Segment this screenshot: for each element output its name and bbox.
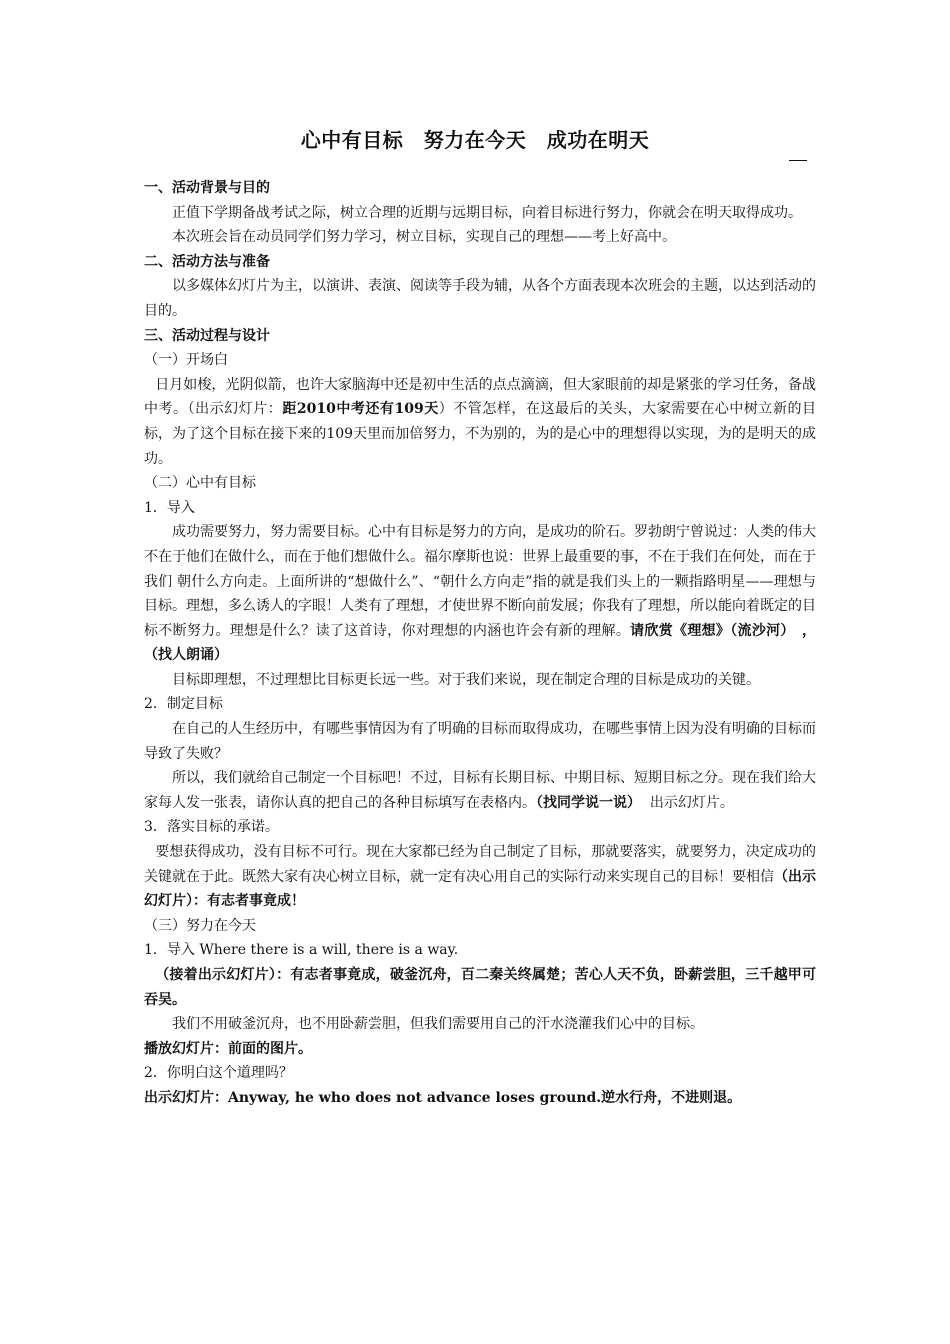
part-2-item-2-paragraph-1: 在自己的人生经历中，有哪些事情因为有了明确的目标而取得成功，在哪些事情上因为没有明确的目标而导致了失败？ <box>144 721 816 762</box>
part-2-item-1-text: 成功需要努力，努力需要目标。心中有目标是努力的方向，是成功的阶石。罗勃朗宁曾说过：人类的伟大不在于他们在做什么，而在于他们想做什么。福尔摩斯也说：世界上最重要的事，不在于我们在何处，而在于我们 朝什么方向走。上面所讲的“想做什么”、“朝什么方向走”指的就是我们头上的一颗指路明星——理想与目标。理想，多么诱人的字眼！人类有了理想，才使世界不断向前发展；你我有了理想，所以能向着既定的目标不断努力。理想是什么？读了这首诗，你对理想的内涵也许会有新的理解。 <box>144 524 816 639</box>
part-1-paragraph <box>144 373 816 471</box>
part-2-item-2-paragraph-2 <box>144 766 816 815</box>
part-2-item-2-tail: 出示幻灯片。 <box>649 794 734 811</box>
section-1-paragraph-1: 正值下学期备战考试之际，树立合理的近期与远期目标，向着目标进行努力，你就会在明天取得成功。 <box>172 204 802 221</box>
part-2-item-3-label: 3．落实目标的承诺。 <box>144 819 279 836</box>
section-3-heading: 三、活动过程与设计 <box>144 327 270 344</box>
part-1-text-b: ）不管怎样，在这最后的关头，大家需要在心中树立新的目标，为了这个目标在接下来的109天里而加倍努力，不为别的，为的是心中的理想得以实现，为的是明天的成功。 <box>144 401 817 467</box>
part-2-item-2-text: 所以，我们就给自己制定一个目标吧！不过，目标有长期目标、中期目标、短期目标之分。现在我们给大家每人发一张表，请你认真的把自己的各种目标填写在表格内。 <box>144 770 816 811</box>
document-body <box>144 176 816 1111</box>
part-2-item-3-bold: （出示幻灯片）：有志者事竟成！ <box>144 868 816 910</box>
part-2-item-3-paragraph <box>144 840 816 914</box>
part-1-countdown: 距2010中考还有109天 <box>282 401 439 418</box>
part-3-item-1-paragraph-3: 播放幻灯片：前面的图片。 <box>144 1040 312 1057</box>
part-3-item-2-label: 2．你明白这个道理吗？ <box>144 1065 293 1082</box>
section-1-heading: 一、活动背景与目的 <box>144 180 270 196</box>
part-3-item-1-paragraph-1: （接着出示幻灯片）：有志者事竟成，破釜沉舟，百二秦关终属楚；苦心人天不负，卧薪尝胆，三千越甲可吞吴。 <box>144 967 816 1008</box>
part-3-item-1-paragraph-2: 我们不用破釜沉舟，也不用卧薪尝胆，但我们需要用自己的汗水浇灌我们心中的目标。 <box>172 1016 704 1033</box>
part-2-item-1-bold: 请欣赏《理想》（流沙河） ，（找人朗诵） <box>144 622 817 664</box>
part-3-item-2-paragraph-1: 出示幻灯片：Anyway, he who does not advance loses ground.逆水行舟，不进则退。 <box>144 1089 742 1106</box>
section-1-paragraph-2: 本次班会旨在动员同学们努力学习，树立目标，实现自己的理想——考上好高中。 <box>172 229 676 246</box>
part-2-item-3-text: 要想获得成功，没有目标不可行。现在大家都已经为自己制定了目标，那就要落实，就要努力，决定成功的关键就在于此。既然大家有决心树立目标，就一定有决心用自己的实际行动来实现自己的目标！要相信 <box>144 844 816 885</box>
part-2-item-2-bold: （找同学说一说） <box>536 794 641 811</box>
header-rule <box>789 160 807 161</box>
part-2-item-1-label: 1．导入 <box>144 499 195 516</box>
section-2-paragraph-1: 以多媒体幻灯片为主，以演讲、表演、阅读等手段为辅，从各个方面表现本次班会的主题，以达到活动的目的。 <box>144 278 816 319</box>
part-3-item-1-label: 1．导入 Where there is a will, there is a way. <box>144 942 459 959</box>
part-1-label: （一）开场白 <box>144 352 228 369</box>
part-2-item-1-paragraph-1 <box>144 520 816 668</box>
part-2-item-1-paragraph-2: 目标即理想，不过理想比目标更长远一些。对于我们来说，现在制定合理的目标是成功的关键。 <box>172 671 760 688</box>
part-1-text-a: 日月如梭，光阴似箭，也许大家脑海中还是初中生活的点点滴滴，但大家眼前的却是紧张的学习任务，备战中考。（出示幻灯片： <box>144 376 816 418</box>
part-2-label: （二）心中有目标 <box>144 475 256 492</box>
document-title: 心中有目标 努力在今天 成功在明天 <box>300 128 650 152</box>
section-2-heading: 二、活动方法与准备 <box>144 253 270 270</box>
part-3-label: （三）努力在今天 <box>144 917 256 934</box>
part-2-item-2-label: 2．制定目标 <box>144 696 223 713</box>
